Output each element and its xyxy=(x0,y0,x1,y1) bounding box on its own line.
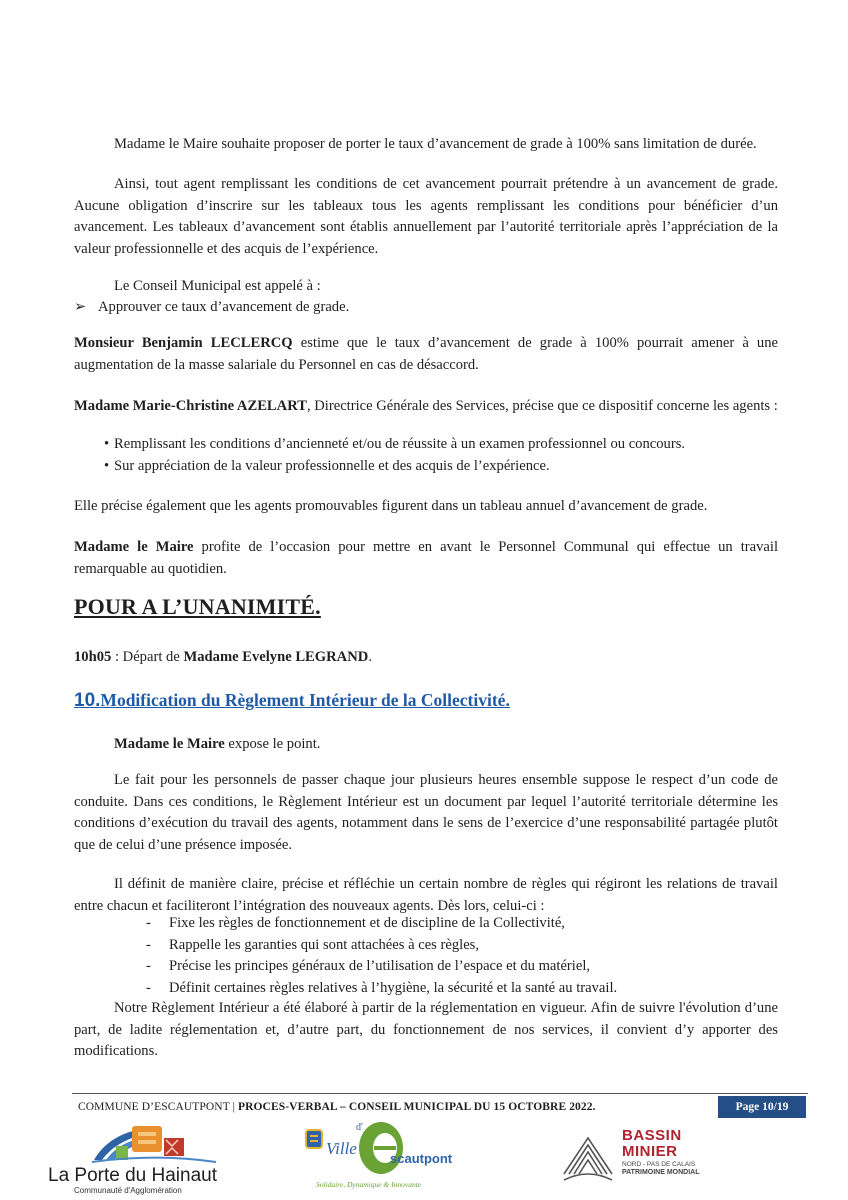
page-number-badge: Page 10/19 xyxy=(718,1096,806,1118)
paragraph-council-called: Le Conseil Municipal est appelé à : xyxy=(114,278,321,294)
paragraph-azelart: Madame Marie-Christine AZELART, Directrice Générale des Services, précise que ce dispositif concerne les agents : xyxy=(74,398,778,414)
paragraph-agents-conditions: Ainsi, tout agent remplissant les conditions de cet avancement pourrait prétendre à un avancement de grade. Aucune obligation d’inscrire sur les tableaux tous les agents remplissant les conditions pour bénéficier d’un avancement. Les tableaux d’avancement sont établis annuellement par l’autorité territoriale après l’appréciation de la valeur professionnelle et des acquis de l’expérience. xyxy=(74,176,778,257)
paragraph-mayor-staff: Madame le Maire profite de l’occasion pour mettre en avant le Personnel Communal qui effectue un travail remarquable au quotidien. xyxy=(74,539,779,577)
bassin-minier-line1: BASSIN xyxy=(622,1127,682,1144)
paragraph-rate-proposal: Madame le Maire souhaite proposer de porter le taux d’avancement de grade à 100% sans limitation de durée. xyxy=(114,136,757,152)
arrow-bullet-icon: ➢ xyxy=(74,299,87,315)
paragraph-mayor-expose: Madame le Maire expose le point. xyxy=(114,736,321,752)
bassin-minier-line3: NORD - PAS DE CALAIS xyxy=(622,1161,696,1168)
bullet-icon: • xyxy=(104,436,110,452)
speaker-name: Monsieur Benjamin LECLERCQ xyxy=(74,335,293,351)
list-item: - Rappelle les garanties qui sont attachées à ces règles, xyxy=(146,936,479,953)
paragraph-leclercq: Monsieur Benjamin LECLERCQ estime que le taux d’avancement de grade à 100% pourrait amener à une augmentation de la masse salariale du Personnel en cas de désaccord. xyxy=(74,335,778,373)
speaker-name: Madame le Maire xyxy=(114,736,225,752)
paragraph-modifications: Notre Règlement Intérieur a été élaboré à partir de la réglementation en vigueur. Afin de suivre l'évolution d’une part, de ladite réglementation et, d’autre part, du fonctionnement de nos services, il convient d’y apporter des modifications. xyxy=(74,1000,778,1059)
speaker-name: Madame Marie-Christine AZELART xyxy=(74,398,307,414)
escautpont-emblem-icon xyxy=(296,1118,456,1178)
section-title: Modification du Règlement Intérieur de la Collectivité. xyxy=(100,690,510,710)
vote-result-heading: POUR A L’UNANIMITÉ. xyxy=(74,594,321,619)
escautpont-logo xyxy=(296,1118,456,1198)
escautpont-d: d' xyxy=(356,1122,363,1133)
speaker-name: Madame le Maire xyxy=(74,539,194,555)
footer-title: COMMUNE D’ESCAUTPONT | PROCES-VERBAL – CONSEIL MUNICIPAL DU 15 OCTOBRE 2022. xyxy=(78,1101,596,1113)
dash-list xyxy=(146,913,766,999)
list-item: • Remplissant les conditions d’ancienneté et/ou de réussite à un examen professionnel ou concours. xyxy=(104,434,784,456)
porte-du-hainaut-subtitle: Communauté d'Agglomération xyxy=(74,1186,182,1195)
list-item: - Définit certaines règles relatives à l’hygiène, la sécurité et la santé au travail. xyxy=(146,979,618,996)
section-number: 10. xyxy=(74,690,101,711)
bassin-minier-line2: MINIER xyxy=(622,1143,678,1160)
paragraph-code-conduct: Le fait pour les personnels de passer chaque jour plusieurs heures ensemble suppose le respect d’un code de conduite. Dans ces conditions, le Règlement Intérieur est un document par lequel l’autorité territoriale détermine les conditions d’exécution du travail des agents, notamment dans le sens de l’exercice d’une responsabilité partagée plutôt que de celui d’une présence imposée. xyxy=(74,772,778,853)
porte-du-hainaut-logo xyxy=(46,1120,236,1196)
porte-du-hainaut-title: La Porte du Hainaut xyxy=(48,1165,218,1186)
paragraph-rules-defined: Il définit de manière claire, précise et réfléchie un certain nombre de règles qui régiront les relations de travail entre chacun et faciliteront l’intégration des nouveaux agents. Dès lors, celui-ci : xyxy=(74,876,778,914)
footer-divider xyxy=(72,1093,808,1094)
paragraph-departure: 10h05 : Départ de Madame Evelyne LEGRAND. xyxy=(74,649,372,665)
list-item: - Précise les principes généraux de l’utilisation de l’espace et du matériel, xyxy=(146,958,591,974)
section-heading xyxy=(74,690,510,712)
bassin-minier-logo xyxy=(560,1126,720,1190)
arrow-item xyxy=(74,297,349,319)
escautpont-name: scautpont xyxy=(390,1151,453,1166)
list-item: • Sur appréciation de la valeur professionnelle et des acquis de l’expérience. xyxy=(104,456,784,478)
escautpont-ville: Ville xyxy=(326,1139,357,1158)
bullet-icon: • xyxy=(104,457,110,474)
list-item: - Fixe les règles de fonctionnement et de discipline de la Collectivité, xyxy=(146,915,565,931)
escautpont-slogan: Solidaire, Dynamique & Innovante xyxy=(316,1180,422,1189)
bullet-list xyxy=(104,434,784,477)
paragraph-promotable-agents: Elle précise également que les agents promouvables figurent dans un tableau annuel d’avancement de grade. xyxy=(74,498,708,514)
bassin-minier-line4: PATRIMOINE MONDIAL xyxy=(622,1169,700,1176)
departure-time: 10h05 xyxy=(74,649,112,665)
departure-name: Madame Evelyne LEGRAND xyxy=(183,649,369,665)
porte-du-hainaut-emblem-icon xyxy=(46,1120,236,1168)
bassin-minier-emblem-icon xyxy=(560,1130,616,1186)
arrow-item-text: Approuver ce taux d’avancement de grade. xyxy=(98,299,350,315)
